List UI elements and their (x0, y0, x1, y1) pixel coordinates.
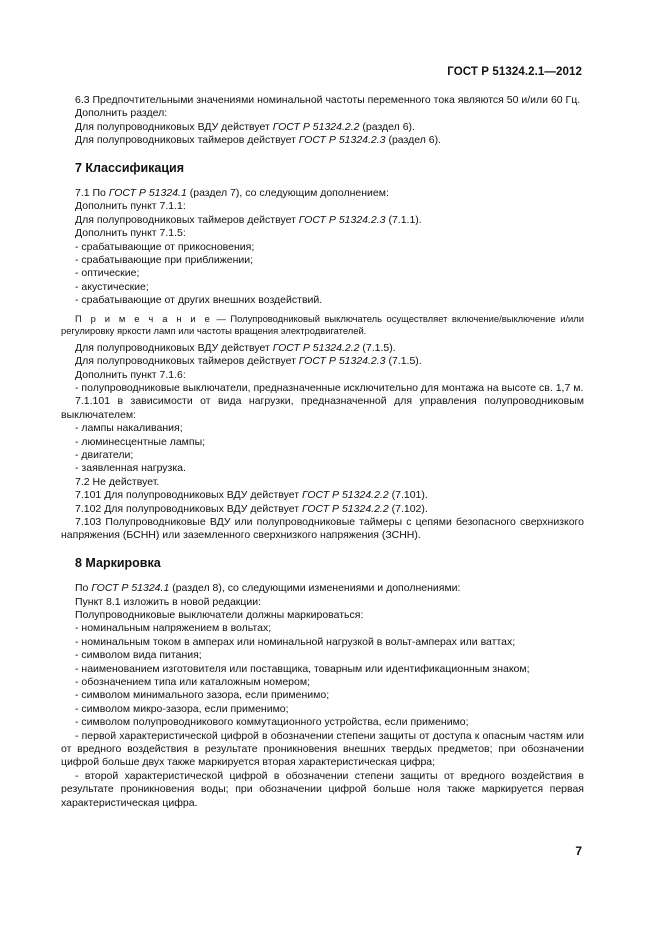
list-item: - обозначением типа или каталожным номером; (75, 676, 310, 689)
text: Для полупроводниковых таймеров действует (75, 355, 299, 368)
text: (7.1.1). (385, 213, 422, 226)
text: (раздел 6). (385, 134, 442, 147)
standard-ref: ГОСТ Р 51324.1 (108, 187, 187, 200)
list-item: - полупроводниковые выключатели, предназначенные исключительно для монтажа на высоте св. 1,7 м. (75, 381, 584, 394)
list-item: - оптические; (75, 267, 140, 280)
list-item: - второй характеристической цифрой в обозначении степени защиты от вредного воздействия в результате проникновения воды; при обозначении цифрой больше ноля также маркируется первая характеристическая цифра. (61, 769, 584, 809)
note (61, 313, 584, 337)
list-item: - символом полупроводникового коммутационного устройства, если применимо; (75, 716, 469, 729)
standard-header: ГОСТ Р 51324.2.1—2012 (447, 66, 582, 78)
standard-ref: ГОСТ Р 51324.2.2 (272, 120, 360, 133)
text: (раздел 6). (359, 120, 415, 133)
marking-intro: Полупроводниковые выключатели должны маркироваться: (75, 609, 364, 621)
text: (7.1.5). (385, 355, 422, 368)
text: (7.101). (388, 489, 428, 502)
list-item: - номинальным напряжением в вольтах; (75, 622, 272, 635)
section-7-heading: 7 Классификация (75, 160, 185, 175)
page-content (61, 94, 584, 810)
text: 7.101 Для полупроводниковых ВДУ действует (75, 489, 302, 502)
timer-section6-line (61, 134, 584, 147)
text: Для полупроводниковых ВДУ действует (75, 341, 273, 354)
paragraph-7-1-101: 7.1.101 в зависимости от вида нагрузки, предназначенной для управления полупроводниковым выключателем: (61, 395, 584, 421)
list-item: - двигатели; (75, 448, 134, 461)
standard-ref: ГОСТ Р 51324.2.2 (301, 489, 389, 502)
text: (раздел 8), со следующими изменениями и дополнениями: (169, 582, 461, 595)
paragraph-7-101 (61, 489, 584, 502)
list-item: - символом минимального зазора, если применимо; (75, 689, 330, 702)
timer-715-line (61, 355, 584, 368)
list-item: - акустические; (75, 280, 149, 293)
list-item: - заявленная нагрузка. (75, 462, 186, 475)
paragraph-7-2: 7.2 Не действует. (75, 475, 160, 488)
text: 7.102 Для полупроводниковых ВДУ действует (75, 502, 302, 515)
list-item: - номинальным током в амперах или номинальной нагрузкой в вольт-амперах или ваттах; (75, 635, 516, 648)
paragraph-8-1: Пункт 8.1 изложить в новой редакции: (75, 595, 262, 608)
add-716-text: Дополнить пункт 7.1.6: (75, 368, 186, 381)
standard-ref: ГОСТ Р 51324.2.3 (298, 134, 386, 147)
text: По (75, 582, 92, 595)
text: (раздел 7), со следующим дополнением: (186, 187, 389, 200)
standard-ref: ГОСТ Р 51324.2.3 (298, 213, 386, 226)
standard-ref: ГОСТ Р 51324.2.2 (301, 502, 389, 515)
paragraph-6-3: 6.3 Предпочтительными значениями номинальной частоты переменного тока являются 50 и/или 60 Гц. (75, 94, 581, 106)
vdu-715-line (61, 342, 584, 355)
text: (7.102). (388, 502, 428, 515)
note-text: — Полупроводниковый выключатель осуществляет включение/выключение и/или регулировку яркости ламп или частоты вращения электродвигателей. (61, 312, 584, 336)
text: (7.1.5). (359, 341, 396, 354)
list-item: - первой характеристической цифрой в обозначении степени защиты от доступа к опасным частям или от вредного воздействия в результате проникновения внешних твердых предметов; при обозначении цифрой больше двух также маркируется вторая характеристическая цифра; (61, 729, 584, 769)
add-section-text: Дополнить раздел: (75, 107, 168, 120)
text: Для полупроводниковых таймеров действует (75, 134, 299, 147)
paragraph-7-102 (61, 503, 584, 516)
add-711-text: Дополнить пункт 7.1.1: (75, 200, 186, 213)
paragraph-8-intro (61, 582, 584, 595)
timer-711-line (61, 214, 584, 227)
paragraph-7-1 (61, 187, 584, 200)
list-item: - лампы накаливания; (75, 422, 183, 435)
paragraph-7-103: 7.103 Полупроводниковые ВДУ или полупроводниковые таймеры с цепями безопасного сверхнизкого напряжения (БСНН) или заземленного сверхнизкого напряжения (ЗСНН). (61, 515, 584, 542)
section-8-heading: 8 Маркировка (75, 555, 161, 570)
note-label: П р и м е ч а н и е (75, 312, 212, 324)
vdu-section6-line (61, 121, 584, 134)
add-715-text: Дополнить пункт 7.1.5: (75, 227, 186, 240)
list-item: - срабатывающие от прикосновения; (75, 240, 255, 253)
text: Для полупроводниковых ВДУ действует (75, 120, 273, 133)
text: Для полупроводниковых таймеров действует (75, 213, 299, 226)
list-item: - срабатывающие от других внешних воздействий. (75, 294, 323, 307)
list-item: - символом микро-зазора, если применимо; (75, 702, 289, 715)
list-item: - срабатывающие при приближении; (75, 254, 254, 267)
standard-ref: ГОСТ Р 51324.2.3 (298, 355, 386, 368)
page-number: 7 (575, 844, 582, 858)
standard-ref: ГОСТ Р 51324.1 (91, 582, 170, 595)
standard-ref: ГОСТ Р 51324.2.2 (272, 341, 360, 354)
list-item: - символом вида питания; (75, 649, 202, 662)
text: 7.1 По (75, 187, 109, 200)
list-item: - наименованием изготовителя или поставщика, товарным или идентификационным знаком; (75, 662, 530, 675)
list-item: - люминесцентные лампы; (75, 435, 206, 448)
